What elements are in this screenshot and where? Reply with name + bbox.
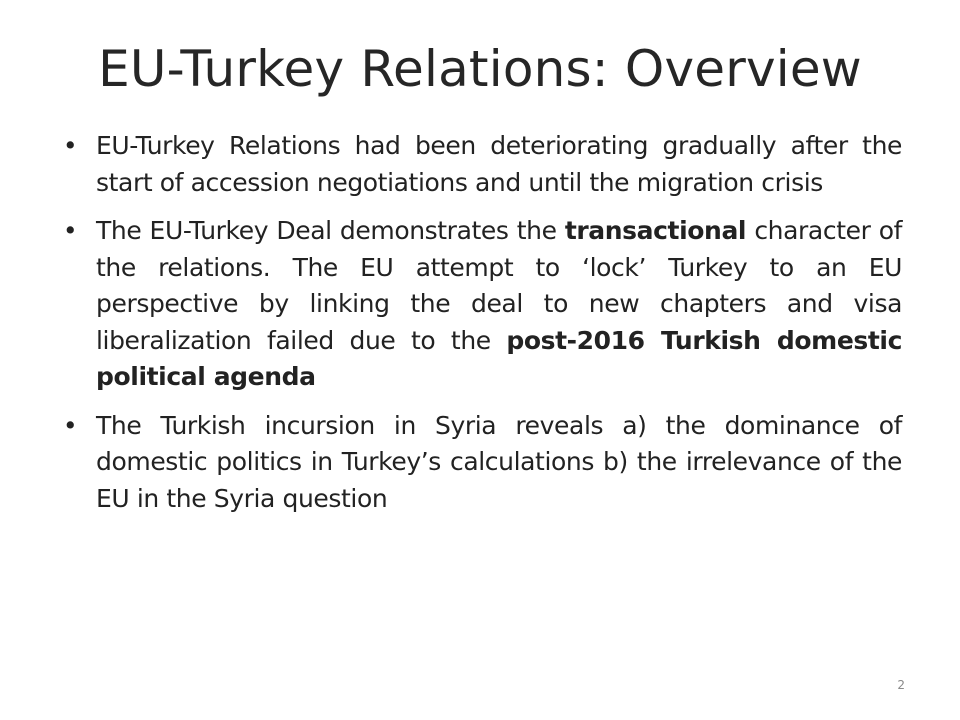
bullet-segment: EU-Turkey Relations had been deteriorating gradually after the start of accession negotiations and until the migration crisis [96,131,902,197]
bullet-list [60,128,902,529]
bullet-item [60,213,902,396]
slide-title: EU-Turkey Relations: Overview [98,40,862,98]
bullet-text [96,131,902,197]
bullet-item [60,408,902,518]
bullet-segment: The EU-Turkey Deal demonstrates the [96,216,565,245]
bullet-segment: The Turkish incursion in Syria reveals a) the dominance of domestic politics in Turkey’s calculations b) the irrelevance of the EU in the Syria question [96,410,902,513]
bullet-icon: • [62,131,78,160]
bullet-item [60,128,902,201]
bullet-text [96,216,902,391]
bullet-segment-bold: transactional [564,216,747,245]
bullet-segment: character of the relations. The EU attempt to ‘lock’ Turkey to an EU perspective by linking the deal to new chapters and visa liberalization failed due to the [96,216,903,355]
bullet-icon: • [62,410,78,440]
slide-number: 2 [897,678,905,692]
bullet-segment-bold: post-2016 Turkish domestic political agenda [96,325,902,391]
bullet-icon: • [62,216,78,245]
bullet-text [96,411,902,513]
